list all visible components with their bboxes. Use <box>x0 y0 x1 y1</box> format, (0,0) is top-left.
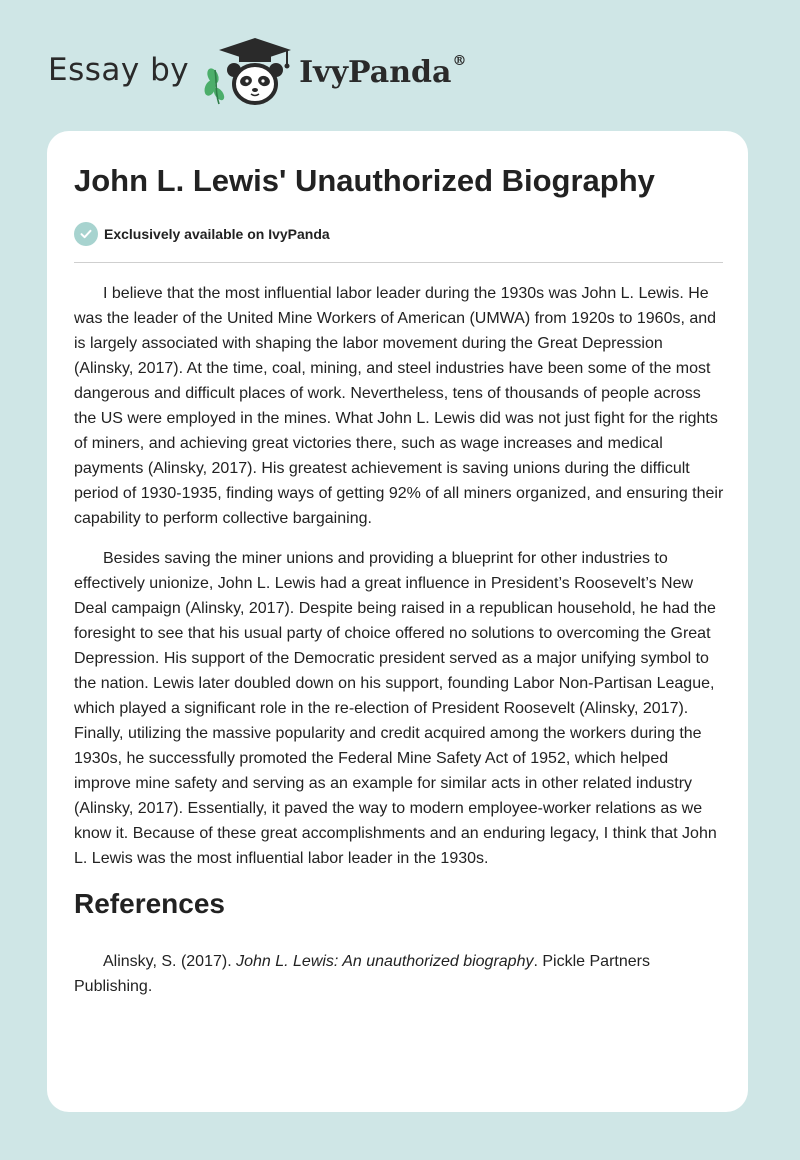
essay-body <box>74 281 726 1014</box>
reference-title: John L. Lewis: An unauthorized biography <box>236 953 534 970</box>
brand-header[interactable] <box>48 36 466 108</box>
divider <box>74 262 723 263</box>
exclusive-badge-label: Exclusively available on IvyPanda <box>104 226 330 242</box>
page-title: John L. Lewis' Unauthorized Biography <box>74 163 655 198</box>
references-heading: References <box>74 888 225 919</box>
reference-author: Alinsky, S. (2017). <box>103 953 237 970</box>
brand-prefix: Essay by <box>48 52 190 88</box>
exclusive-badge <box>74 222 330 246</box>
panda-logo-icon <box>203 36 303 108</box>
checkmark-icon <box>74 222 98 246</box>
reference-entry <box>74 949 726 999</box>
essay-card <box>47 131 748 1112</box>
reference-publisher: . Pickle Partners Publishing. <box>74 953 650 995</box>
paragraph: Besides saving the miner unions and providing a blueprint for other industries to effectively unionize, John L. Lewis had a great influence in President’s Roosevelt’s New Deal campaign (Alinsky, 2017). Despite being raised in a republican household, he had the foresight to see that his usual party of choice offered no solutions to overcoming the Great Depression. His support of the Democratic president served as a major unifying symbol to the nation. Lewis later doubled down on his support, founding Labor Non-Partisan League, which played a significant role in the re-election of President Roosevelt (Alinsky, 2017). Finally, utilizing the massive popularity and credit acquired among the workers during the 1930s, he successfully promoted the Federal Mine Safety Act of 1952, which helped improve mine safety and serving as an example for similar acts in other related industry (Alinsky, 2017). Essentially, it paved the way to modern employee-worker relations as we know it. Because of these great accomplishments and an enduring legacy, I think that John L. Lewis was the most influential labor leader in the 1930s. <box>74 550 717 867</box>
paragraph: I believe that the most influential labor leader during the 1930s was John L. Lewis. He was the leader of the United Mine Workers of American (UMWA) from 1920s to 1960s, and is largely associated with shaping the labor movement during the Great Depression (Alinsky, 2017). At the time, coal, mining, and steel industries have been some of the most dangerous and difficult places of work. Nevertheless, tens of thousands of people across the US were employed in the mines. What John L. Lewis did was not just fight for the rights of miners, and achieving great victories there, such as wage increases and medical payments (Alinsky, 2017). His greatest achievement is saving unions during the difficult period of 1930-1935, finding ways of getting 92% of all miners organized, and ensuring their capability to perform collective bargaining. <box>74 285 724 527</box>
brand-name <box>299 52 467 90</box>
registered-mark: ® <box>452 52 467 69</box>
brand-name-text: IvyPanda <box>299 54 452 90</box>
